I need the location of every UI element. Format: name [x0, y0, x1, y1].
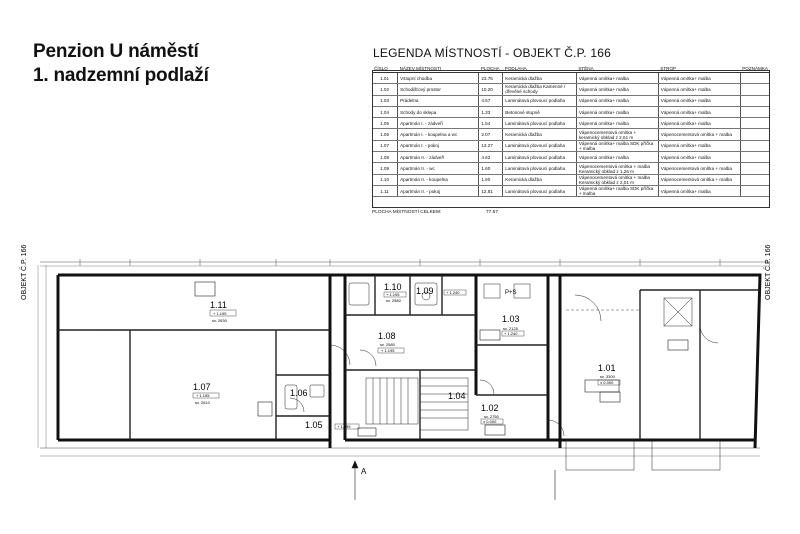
- cell-wall: Vápenná omítka+ malba: [576, 106, 658, 117]
- cell-wall: Vápenná omítka+ malba: [576, 95, 658, 106]
- cell-area: 1.60: [479, 174, 503, 185]
- col-header-name: NÁZEV MÍSTNOSTI: [398, 64, 479, 73]
- cell-floor: Laminátová plovoucí podlaha: [503, 118, 577, 129]
- cell-number: 1.01: [372, 73, 398, 84]
- room-1-06: [290, 388, 308, 398]
- cell-floor: Keramická dlažba: [503, 174, 577, 185]
- room-number: 1.06: [290, 388, 308, 398]
- cell-area: 4.57: [479, 95, 503, 106]
- object-label-right: OBJEKT Č.P. 166: [765, 244, 772, 300]
- cell-area: 1.54: [479, 118, 503, 129]
- cell-name: Apartmán II. - wc: [398, 163, 479, 174]
- room-height: sv. 2580: [386, 298, 401, 303]
- cell-wall: Vápenocementová omítka + malba Keramický obklad z 2,01 m: [576, 174, 658, 185]
- cell-area: 13.27: [479, 140, 503, 151]
- col-header-number: ČÍSLO: [372, 64, 398, 73]
- room-level: + 1.195: [386, 292, 400, 297]
- cell-wall: Vápenná omítka+ malba: [576, 118, 658, 129]
- cell-number: 1.06: [372, 129, 398, 140]
- cell-number: 1.05: [372, 118, 398, 129]
- room-1-05: [305, 420, 359, 430]
- cell-wall: Vápenná omítka+ malba SDK příčka + malba: [576, 185, 658, 196]
- cell-ceiling: Vápenocementová omítka + malba: [658, 163, 740, 174]
- cell-area: 23.76: [479, 73, 503, 84]
- room-1-11: [210, 300, 236, 323]
- cell-name: Prádelna: [398, 95, 479, 106]
- cell-number: 1.09: [372, 163, 398, 174]
- cell-name: Apartmán I. - koupelna a wc: [398, 129, 479, 140]
- cell-area: 4.62: [479, 152, 503, 163]
- cell-number: 1.02: [372, 84, 398, 95]
- cell-name: Vstupní chodba: [398, 73, 479, 84]
- cell-floor: Laminátová plovoucí podlaha: [503, 185, 577, 196]
- cell-floor: Laminátová plovoucí podlaha: [503, 95, 577, 106]
- cell-number: 1.08: [372, 152, 398, 163]
- room-number: 1.11: [210, 300, 227, 310]
- room-1-09: [416, 286, 466, 296]
- px-label: P+S: [505, 290, 517, 296]
- section-marker: A: [361, 467, 367, 476]
- room-height: sv. 2610: [195, 400, 210, 405]
- cell-floor: Laminátová plovoucí podlaha: [503, 140, 577, 151]
- room-level: ± 0.000: [483, 419, 497, 424]
- cell-area: 10.20: [479, 84, 503, 95]
- col-header-floor: PODLAHA: [503, 64, 577, 73]
- room-number: 1.09: [416, 286, 434, 296]
- room-number: 1.02: [481, 403, 499, 413]
- legend-total-value: 77.57: [486, 210, 499, 215]
- cell-ceiling: Vápenná omítka+ malba: [658, 140, 740, 151]
- cell-number: 1.04: [372, 106, 398, 117]
- title-line-1: Penzion U náměstí: [33, 41, 199, 62]
- cell-floor: Keramická dlažba: [503, 73, 577, 84]
- room-1-10: [384, 282, 406, 303]
- cell-ceiling: Vápenocementová omítka + malba: [658, 174, 740, 185]
- room-height: sv. 2630: [212, 318, 227, 323]
- room-level: + 1.240: [446, 290, 460, 295]
- room-1-04: [448, 391, 466, 401]
- cell-wall: Vápenná omítka+ malba: [576, 152, 658, 163]
- cell-wall: Vápenocementová omítka + keramický obklad z 2,61 m: [576, 129, 658, 140]
- cell-name: Schodišťový prostor: [398, 84, 479, 95]
- room-height: sv. 2125: [503, 326, 518, 331]
- room-1-01: [598, 363, 620, 385]
- cell-number: 1.03: [372, 95, 398, 106]
- col-header-note: POZNÁMKA: [742, 65, 768, 71]
- room-number: 1.08: [378, 331, 396, 341]
- cell-ceiling: Vápenocementová omítka + malba: [658, 129, 740, 140]
- cell-wall: Vápenná omítka+ malba SDK příčka + malba: [576, 140, 658, 151]
- col-header-ceiling: STROP: [658, 64, 740, 73]
- room-1-08: [378, 331, 404, 353]
- cell-ceiling: Vápenná omítka+ malba: [658, 118, 740, 129]
- room-number: 1.05: [305, 420, 323, 430]
- room-level: + 1.195: [196, 393, 210, 398]
- cell-area: 2.07: [479, 129, 503, 140]
- room-height: sv. 2580: [380, 342, 395, 347]
- room-1-07: [193, 382, 219, 405]
- cell-number: 1.07: [372, 140, 398, 151]
- cell-floor: Betonové stupně: [503, 106, 577, 117]
- room-1-03: [502, 314, 524, 336]
- cell-wall: Vápenná omítka+ malba: [576, 73, 658, 84]
- cell-ceiling: Vápenná omítka+ malba: [658, 73, 740, 84]
- room-number: 1.03: [502, 314, 520, 324]
- cell-area: 1.60: [479, 163, 503, 174]
- cell-name: Apartmán I. - zádveří: [398, 118, 479, 129]
- cell-name: Schody do sklepa: [398, 106, 479, 117]
- cell-number: 1.11: [372, 185, 398, 196]
- cell-ceiling: Vápenná omítka+ malba: [658, 95, 740, 106]
- title-line-2: 1. nadzemní podlaží: [33, 65, 209, 86]
- col-header-wall: STĚNA: [576, 64, 658, 73]
- room-number: 1.01: [598, 363, 616, 373]
- cell-name: Apartmán I. - pokoj: [398, 140, 479, 151]
- room-level: ± 0.000: [600, 380, 614, 385]
- cell-floor: Keramická dlažba Kamenné / dřevěné schody: [503, 84, 577, 95]
- cell-floor: Laminátová plovoucí podlaha: [503, 152, 577, 163]
- cell-ceiling: Vápenná omítka+ malba: [658, 185, 740, 196]
- room-level: + 1.195: [213, 311, 227, 316]
- cell-wall: Vápenocementová omítka + malba Keramický obklad z 1,26 m: [576, 163, 658, 174]
- room-level: + 1.195: [381, 348, 395, 353]
- room-level: + 1.195: [337, 424, 351, 429]
- room-height: sv. 2750: [484, 414, 499, 419]
- room-number: 1.10: [384, 282, 402, 292]
- cell-number: 1.10: [372, 174, 398, 185]
- room-number: 1.07: [193, 382, 211, 392]
- cell-area: 12.81: [479, 185, 503, 196]
- room-1-02: [481, 403, 503, 424]
- cell-ceiling: Vápenná omítka+ malba: [658, 84, 740, 95]
- cell-name: Apartmán II. - koupelna: [398, 174, 479, 185]
- cell-area: 1.33: [479, 106, 503, 117]
- room-number: 1.04: [448, 391, 466, 401]
- col-header-area: PLOCHA: [479, 64, 503, 73]
- object-label-left: OBJEKT Č.P. 166: [21, 244, 28, 300]
- cell-name: Apartmán II. - pokoj: [398, 185, 479, 196]
- legend-total-label: PLOCHA MÍSTNOSTÍ CELKEM:: [372, 210, 442, 215]
- cell-floor: Keramická dlažba: [503, 129, 577, 140]
- legend-title: LEGENDA MÍSTNOSTÍ - OBJEKT Č.P. 166: [373, 46, 611, 60]
- cell-floor: Laminátová plovoucí podlaha: [503, 163, 577, 174]
- room-height: sv. 3300: [600, 374, 615, 379]
- cell-name: Apartmán II. - zádveří: [398, 152, 479, 163]
- room-level: + 1.240: [504, 331, 518, 336]
- cell-ceiling: Vápenná omítka+ malba: [658, 152, 740, 163]
- cell-wall: Vápenná omítka+ malba: [576, 84, 658, 95]
- cell-ceiling: Vápenná omítka+ malba: [658, 106, 740, 117]
